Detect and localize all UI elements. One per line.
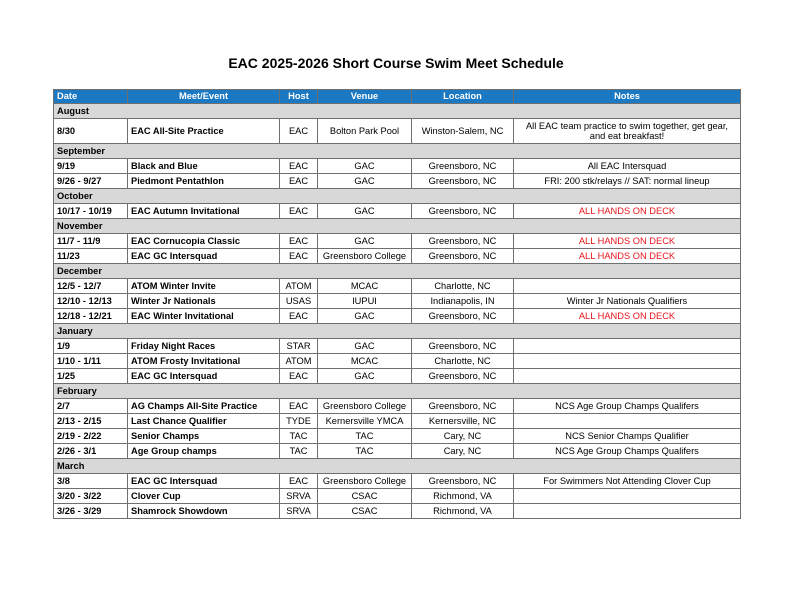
- location-cell: Greensboro, NC: [412, 234, 514, 249]
- table-row: [54, 309, 741, 324]
- date-cell: 8/30: [54, 119, 128, 144]
- host-cell: SRVA: [280, 489, 318, 504]
- host-cell: SRVA: [280, 504, 318, 519]
- location-cell: Greensboro, NC: [412, 249, 514, 264]
- location-cell: Cary, NC: [412, 429, 514, 444]
- location-cell: Greensboro, NC: [412, 174, 514, 189]
- event-cell: Friday Night Races: [128, 339, 280, 354]
- table-row: [54, 339, 741, 354]
- host-cell: ATOM: [280, 354, 318, 369]
- event-cell: Age Group champs: [128, 444, 280, 459]
- notes-cell: NCS Senior Champs Qualifier: [514, 429, 741, 444]
- venue-cell: TAC: [318, 444, 412, 459]
- table-row: [54, 119, 741, 144]
- notes-cell: ALL HANDS ON DECK: [514, 204, 741, 219]
- date-cell: 12/18 - 12/21: [54, 309, 128, 324]
- host-cell: EAC: [280, 119, 318, 144]
- month-label: February: [54, 384, 741, 399]
- host-cell: EAC: [280, 204, 318, 219]
- event-cell: Winter Jr Nationals: [128, 294, 280, 309]
- date-cell: 3/8: [54, 474, 128, 489]
- header-row: [54, 90, 741, 104]
- table-row: [54, 474, 741, 489]
- notes-cell: [514, 414, 741, 429]
- schedule-table: [53, 89, 741, 519]
- month-row: [54, 219, 741, 234]
- date-cell: 9/19: [54, 159, 128, 174]
- column-header-event: Meet/Event: [128, 90, 280, 104]
- host-cell: STAR: [280, 339, 318, 354]
- table-row: [54, 159, 741, 174]
- notes-cell: [514, 339, 741, 354]
- notes-cell: ALL HANDS ON DECK: [514, 309, 741, 324]
- event-cell: EAC GC Intersquad: [128, 474, 280, 489]
- venue-cell: CSAC: [318, 504, 412, 519]
- host-cell: TAC: [280, 429, 318, 444]
- table-row: [54, 444, 741, 459]
- notes-cell: ALL HANDS ON DECK: [514, 249, 741, 264]
- host-cell: EAC: [280, 249, 318, 264]
- location-cell: Greensboro, NC: [412, 399, 514, 414]
- date-cell: 12/5 - 12/7: [54, 279, 128, 294]
- location-cell: Cary, NC: [412, 444, 514, 459]
- table-row: [54, 354, 741, 369]
- date-cell: 2/19 - 2/22: [54, 429, 128, 444]
- table-row: [54, 294, 741, 309]
- location-cell: Charlotte, NC: [412, 279, 514, 294]
- column-header-location: Location: [412, 90, 514, 104]
- venue-cell: Greensboro College: [318, 474, 412, 489]
- column-header-host: Host: [280, 90, 318, 104]
- event-cell: EAC All-Site Practice: [128, 119, 280, 144]
- notes-cell: [514, 504, 741, 519]
- date-cell: 1/9: [54, 339, 128, 354]
- month-row: [54, 189, 741, 204]
- location-cell: Greensboro, NC: [412, 204, 514, 219]
- schedule-body: [54, 104, 741, 519]
- host-cell: EAC: [280, 174, 318, 189]
- date-cell: 12/10 - 12/13: [54, 294, 128, 309]
- date-cell: 3/26 - 3/29: [54, 504, 128, 519]
- date-cell: 1/10 - 1/11: [54, 354, 128, 369]
- venue-cell: MCAC: [318, 354, 412, 369]
- table-row: [54, 429, 741, 444]
- venue-cell: Greensboro College: [318, 399, 412, 414]
- event-cell: EAC GC Intersquad: [128, 369, 280, 384]
- date-cell: 2/13 - 2/15: [54, 414, 128, 429]
- event-cell: ATOM Winter Invite: [128, 279, 280, 294]
- notes-cell: NCS Age Group Champs Qualifers: [514, 399, 741, 414]
- column-header-venue: Venue: [318, 90, 412, 104]
- location-cell: Winston-Salem, NC: [412, 119, 514, 144]
- notes-cell: For Swimmers Not Attending Clover Cup: [514, 474, 741, 489]
- venue-cell: Bolton Park Pool: [318, 119, 412, 144]
- event-cell: Last Chance Qualifier: [128, 414, 280, 429]
- month-row: [54, 144, 741, 159]
- event-cell: Senior Champs: [128, 429, 280, 444]
- date-cell: 3/20 - 3/22: [54, 489, 128, 504]
- notes-cell: NCS Age Group Champs Qualifers: [514, 444, 741, 459]
- location-cell: Greensboro, NC: [412, 474, 514, 489]
- table-row: [54, 504, 741, 519]
- month-row: [54, 324, 741, 339]
- month-label: December: [54, 264, 741, 279]
- location-cell: Indianapolis, IN: [412, 294, 514, 309]
- date-cell: 11/23: [54, 249, 128, 264]
- table-row: [54, 414, 741, 429]
- column-header-notes: Notes: [514, 90, 741, 104]
- notes-cell: All EAC team practice to swim together, get gear, and eat breakfast!: [514, 119, 741, 144]
- host-cell: TYDE: [280, 414, 318, 429]
- event-cell: EAC Autumn Invitational: [128, 204, 280, 219]
- month-label: October: [54, 189, 741, 204]
- location-cell: Greensboro, NC: [412, 309, 514, 324]
- date-cell: 10/17 - 10/19: [54, 204, 128, 219]
- host-cell: EAC: [280, 474, 318, 489]
- notes-cell: All EAC Intersquad: [514, 159, 741, 174]
- month-row: [54, 384, 741, 399]
- location-cell: Richmond, VA: [412, 504, 514, 519]
- date-cell: 11/7 - 11/9: [54, 234, 128, 249]
- event-cell: Shamrock Showdown: [128, 504, 280, 519]
- month-row: [54, 264, 741, 279]
- venue-cell: GAC: [318, 204, 412, 219]
- month-label: January: [54, 324, 741, 339]
- venue-cell: GAC: [318, 339, 412, 354]
- month-label: August: [54, 104, 741, 119]
- location-cell: Greensboro, NC: [412, 339, 514, 354]
- notes-cell: [514, 369, 741, 384]
- venue-cell: Kernersville YMCA: [318, 414, 412, 429]
- table-row: [54, 249, 741, 264]
- location-cell: Greensboro, NC: [412, 369, 514, 384]
- month-row: [54, 459, 741, 474]
- table-row: [54, 204, 741, 219]
- host-cell: EAC: [280, 399, 318, 414]
- event-cell: AG Champs All-Site Practice: [128, 399, 280, 414]
- column-header-date: Date: [54, 90, 128, 104]
- event-cell: ATOM Frosty Invitational: [128, 354, 280, 369]
- location-cell: Richmond, VA: [412, 489, 514, 504]
- venue-cell: GAC: [318, 234, 412, 249]
- table-row: [54, 489, 741, 504]
- host-cell: EAC: [280, 309, 318, 324]
- location-cell: Greensboro, NC: [412, 159, 514, 174]
- venue-cell: IUPUI: [318, 294, 412, 309]
- event-cell: Clover Cup: [128, 489, 280, 504]
- venue-cell: GAC: [318, 174, 412, 189]
- venue-cell: TAC: [318, 429, 412, 444]
- notes-cell: Winter Jr Nationals Qualifiers: [514, 294, 741, 309]
- host-cell: EAC: [280, 159, 318, 174]
- venue-cell: Greensboro College: [318, 249, 412, 264]
- table-row: [54, 399, 741, 414]
- venue-cell: MCAC: [318, 279, 412, 294]
- table-row: [54, 279, 741, 294]
- location-cell: Kernersville, NC: [412, 414, 514, 429]
- event-cell: Piedmont Pentathlon: [128, 174, 280, 189]
- date-cell: 2/26 - 3/1: [54, 444, 128, 459]
- date-cell: 9/26 - 9/27: [54, 174, 128, 189]
- date-cell: 1/25: [54, 369, 128, 384]
- host-cell: TAC: [280, 444, 318, 459]
- month-label: March: [54, 459, 741, 474]
- month-label: September: [54, 144, 741, 159]
- venue-cell: CSAC: [318, 489, 412, 504]
- notes-cell: ALL HANDS ON DECK: [514, 234, 741, 249]
- host-cell: EAC: [280, 369, 318, 384]
- notes-cell: [514, 489, 741, 504]
- notes-cell: FRI: 200 stk/relays // SAT: normal lineup: [514, 174, 741, 189]
- event-cell: Black and Blue: [128, 159, 280, 174]
- notes-cell: [514, 279, 741, 294]
- host-cell: ATOM: [280, 279, 318, 294]
- event-cell: EAC GC Intersquad: [128, 249, 280, 264]
- date-cell: 2/7: [54, 399, 128, 414]
- table-row: [54, 234, 741, 249]
- notes-cell: [514, 354, 741, 369]
- venue-cell: GAC: [318, 309, 412, 324]
- event-cell: EAC Cornucopia Classic: [128, 234, 280, 249]
- location-cell: Charlotte, NC: [412, 354, 514, 369]
- venue-cell: GAC: [318, 159, 412, 174]
- host-cell: EAC: [280, 234, 318, 249]
- event-cell: EAC Winter Invitational: [128, 309, 280, 324]
- page-title: EAC 2025-2026 Short Course Swim Meet Schedule: [228, 55, 564, 71]
- table-row: [54, 369, 741, 384]
- host-cell: USAS: [280, 294, 318, 309]
- month-label: November: [54, 219, 741, 234]
- month-row: [54, 104, 741, 119]
- venue-cell: GAC: [318, 369, 412, 384]
- table-row: [54, 174, 741, 189]
